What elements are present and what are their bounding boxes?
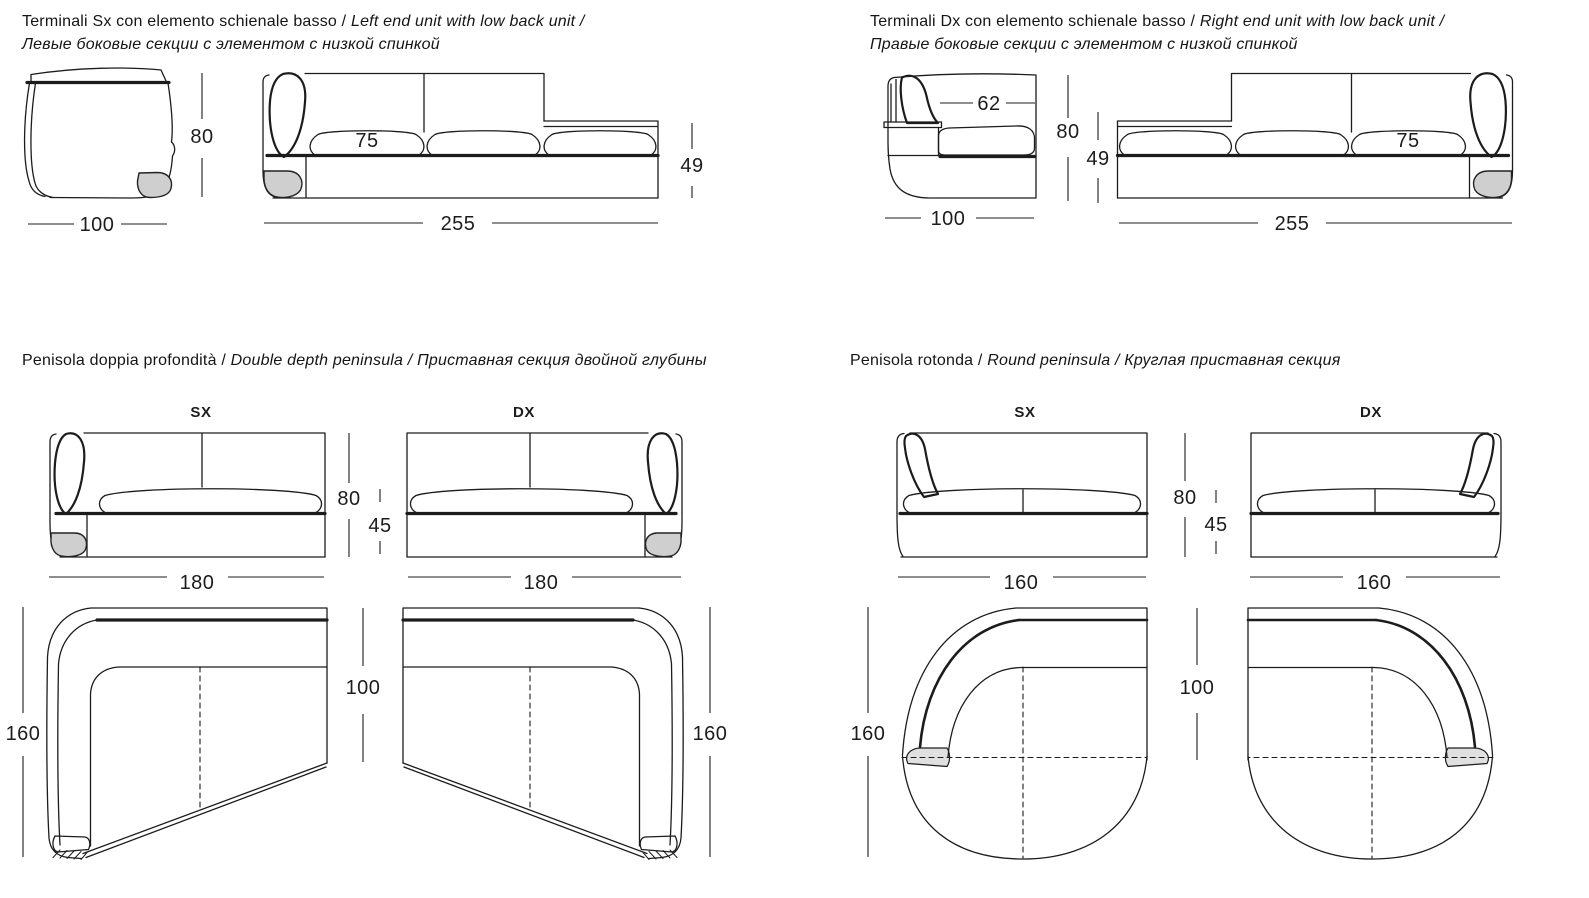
double-depth-sx-plan-art [47,608,327,860]
title-left-end-unit-en: Left end unit with low back unit / [350,13,585,30]
round-dx-front-art [1251,433,1501,557]
dimension-left-side-height [190,73,213,197]
title-right-end-unit-en: Right end unit with low back unit / [1199,13,1445,30]
double-depth-dx-front-art [407,433,682,557]
double-depth-dx-plan-art [403,608,683,860]
gray-foot [137,173,171,198]
dim-label-double-depth-seat-height: 45 [368,515,392,537]
dim-label-round-plan-depth: 160 [850,723,886,745]
left-end-side-view [25,68,175,198]
dimension-double-depth-height [337,433,360,557]
dim-label-double-depth-dx-plan-depth: 160 [692,723,728,745]
round-dx-plan-view [1248,608,1493,859]
dimension-double-depth-sx-length [49,572,324,594]
double-depth-dx-label: DX [512,404,536,421]
title-round-en: Round peninsula / [987,352,1120,369]
round-sx-plan-view [902,608,1147,859]
dimension-round-sx-length [898,572,1146,594]
round-sx-front-view [897,433,1147,557]
dimension-right-back-height [1086,112,1109,203]
dim-label-left-back-height: 49 [680,155,704,177]
dimension-left-side-width [28,214,167,236]
dimension-round-dx-length [1250,572,1500,594]
dim-label-double-depth-sx-length: 180 [179,572,215,594]
title-right-end-unit-it: Terminali Dx con elemento schienale basso / [870,13,1196,30]
title-double-depth-ru: Приставная секция двойной глубины [417,352,707,369]
left-end-front-view [263,73,658,198]
dim-label-left-total-length: 255 [440,213,476,235]
dim-label-round-plan-width: 100 [1179,677,1215,699]
right-end-side-view [884,74,1036,198]
round-dx-label: DX [1359,404,1383,421]
double-depth-dx-plan-view [403,608,683,860]
dimension-round-height [1173,433,1196,557]
dim-label-right-side-width: 100 [930,208,966,230]
dim-label-round-sx-length: 160 [1003,572,1039,594]
dim-label-right-side-height: 80 [1056,121,1080,143]
round-dx-front-view [1251,433,1501,557]
dim-label-right-back-height: 49 [1086,148,1110,170]
dim-label-right-total-length: 255 [1274,213,1310,235]
title-round-it: Penisola rotonda / [850,352,983,369]
dimension-left-total-length [264,213,658,235]
dim-label-left-side-width: 100 [79,214,115,236]
dim-label-left-side-height: 80 [190,126,214,148]
dimension-right-side-width [885,208,1034,230]
dim-label-double-depth-dx-length: 180 [523,572,559,594]
dim-label-round-dx-length: 160 [1356,572,1392,594]
title-right-end-unit-ru: Правые боковые секции с элементом с низкой спинкой [870,36,1298,53]
dimension-left-back-height [680,123,703,198]
title-double-depth-it: Penisola doppia profondità / [22,352,226,369]
round-sx-front-art [897,433,1147,557]
double-depth-sx-front-art [50,433,325,557]
dimension-round-plan-depth [851,607,886,857]
dim-label-left-cushion-width: 75 [355,130,379,152]
dim-label-round-seat-height: 45 [1204,514,1228,536]
title-round-ru: Круглая приставная секция [1124,352,1341,369]
dimension-right-total-length [1119,213,1512,235]
round-dx-plan-art [1248,608,1493,859]
dimension-right-side-height [1056,75,1079,201]
dimension-double-depth-sx-plan-depth [6,607,41,857]
right-end-front-view [1118,73,1513,198]
right-end-front-art [1118,73,1513,198]
left-end-front-art [263,73,658,198]
dim-label-right-cushion-width: 75 [1396,130,1420,152]
dimension-round-seat-height [1204,490,1227,554]
round-sx-plan-art [902,608,1147,859]
dimension-round-plan-width [1180,608,1215,760]
dimension-double-depth-plan-width [346,608,381,762]
title-left-end-unit-ru: Левые боковые секции с элементом с низкой спинкой [22,36,440,53]
double-depth-dx-front-view [407,433,682,557]
dimension-double-depth-dx-plan-depth [693,607,728,857]
dim-label-right-inner-depth: 62 [977,93,1001,115]
dimension-double-depth-seat-height [368,489,391,554]
dimension-double-depth-dx-length [408,572,681,594]
title-left-end-unit-it: Terminali Sx con elemento schienale basso / [22,13,347,30]
round-sx-label: SX [1014,404,1036,421]
double-depth-sx-front-view [50,433,325,557]
title-double-depth-en: Double depth peninsula / [230,352,413,369]
dim-label-round-height: 80 [1173,487,1197,509]
dimension-right-inner-depth [940,93,1035,115]
double-depth-sx-plan-view [47,608,327,860]
dim-label-double-depth-sx-plan-depth: 160 [5,723,41,745]
dim-label-double-depth-plan-width: 100 [345,677,381,699]
dim-label-double-depth-height: 80 [337,488,361,510]
double-depth-sx-label: SX [190,404,212,421]
